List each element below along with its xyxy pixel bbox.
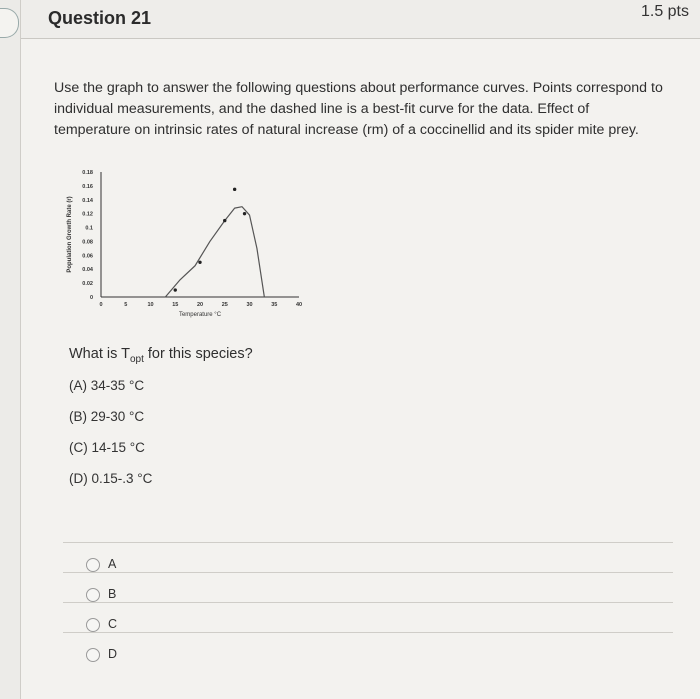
y-tick-label: 0.14	[82, 197, 93, 204]
question-title: Question 21	[48, 8, 152, 28]
data-point	[233, 188, 236, 191]
y-tick-label: 0.18	[82, 170, 93, 176]
y-tick-label: 0.06	[82, 253, 93, 260]
sub-question	[69, 346, 253, 365]
sub-question-suffix: for this species?	[143, 346, 253, 362]
choice-a: (A) 34-35 °C	[69, 378, 145, 393]
question-card	[20, 0, 700, 699]
x-axis-label: Temperature °C	[178, 312, 222, 318]
question-text: Use the graph to answer the following questions about performance curves. Points correspond to individual measurements, and the dashed line is a best-fit curve for the data. Effect of temperature on intrinsic rates of natural increase (rm) of a coccinellid and its spider mite prey.	[54, 80, 663, 138]
radio-button[interactable]	[86, 618, 100, 632]
y-tick-label: 0.16	[82, 183, 93, 190]
question-header	[21, 0, 700, 39]
y-tick-label: 0.08	[82, 239, 93, 246]
choice-c: (C) 14-15 °C	[69, 440, 145, 455]
x-tick-label: 40	[295, 302, 303, 308]
y-tick-label: 0.04	[82, 267, 93, 274]
divider	[63, 632, 673, 633]
answer-label: B	[108, 587, 117, 601]
choice-d: (D) 0.15-.3 °C	[69, 471, 153, 486]
x-tick-label: 20	[196, 302, 204, 308]
best-fit-curve	[165, 207, 264, 297]
radio-button[interactable]	[86, 648, 100, 662]
x-tick-label: 25	[221, 302, 228, 308]
answer-label: D	[108, 647, 118, 661]
data-point	[243, 212, 246, 215]
sub-question-subscript: opt	[129, 353, 144, 365]
answer-label: C	[108, 617, 118, 631]
divider	[63, 542, 673, 543]
x-tick-label: 15	[172, 302, 179, 308]
sub-question-prefix: What is T	[69, 346, 130, 362]
radio-button[interactable]	[86, 558, 100, 572]
left-edge-tab	[0, 8, 19, 38]
y-tick-label: 0	[89, 295, 93, 301]
divider	[63, 602, 673, 603]
y-axis-label: Population Growth Rate (r)	[67, 196, 73, 273]
choice-b: (B) 29-30 °C	[69, 409, 145, 424]
divider	[63, 572, 673, 573]
y-tick-label: 0.12	[82, 211, 93, 218]
x-tick-label: 30	[246, 302, 253, 308]
radio-button[interactable]	[86, 588, 100, 602]
points-label: 1.5 pts	[640, 3, 689, 20]
x-tick-label: 35	[271, 302, 278, 308]
data-point	[174, 288, 177, 291]
x-tick-label: 5	[124, 302, 128, 308]
data-point	[198, 261, 201, 264]
x-tick-label: 0	[99, 302, 103, 308]
y-tick-label: 0.02	[82, 281, 93, 288]
x-tick-label: 10	[147, 302, 154, 308]
y-tick-label: 0.1	[85, 225, 93, 232]
performance-curve-chart	[51, 160, 321, 340]
data-point	[223, 219, 226, 222]
answer-label: A	[108, 557, 117, 571]
